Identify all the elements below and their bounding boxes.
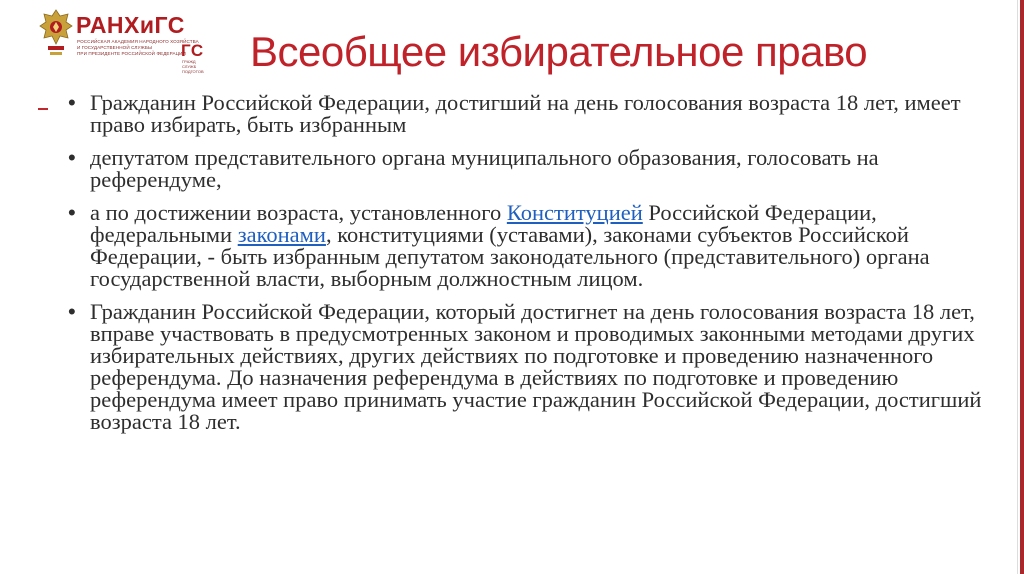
accent-line — [38, 108, 48, 110]
right-rail-accent — [1020, 0, 1024, 574]
bullet-text: депутатом представительного органа муниципального образования, голосовать на референдуме, — [90, 145, 879, 192]
bullet-icon: • — [68, 200, 76, 225]
bullet-text-part: а по достижении возраста, установленного — [90, 200, 507, 225]
logo-brand-text: РАНХиГС — [76, 12, 185, 38]
eagle-emblem-icon — [38, 8, 74, 60]
bullet-icon: • — [68, 299, 76, 324]
bullet-text-part: , конституциями (уставами), законами субъектов Российской Федерации, - быть избранным депутатом законодательного (представительного) органа государственной власти, выборным должностным лицом. — [90, 222, 930, 291]
bullet-text: Гражданин Российской Федерации, достигший на день голосования возраста 18 лет, имеет право избирать, быть избранным — [90, 90, 961, 137]
bullet-text — [90, 202, 988, 290]
bullet-icon: • — [68, 90, 76, 115]
logo-secondary-line: ГРАЖД — [182, 59, 196, 64]
bullet-icon: • — [68, 145, 76, 170]
constitution-link[interactable]: Конституцией — [506, 200, 643, 225]
bullet-text: Гражданин Российской Федерации, который достигнет на день голосования возраста 18 лет, вправе участвовать в предусмотренных законом и проводимых законными методами других избирательных действиях, других действиях по подготовке и проведению назначенного референдума. До назначения референдума в действиях по подготовке и проведению референдума имеет право принимать участие гражданин Российской Федерации, достигший возраста 18 лет. — [90, 299, 982, 434]
right-rail-divider — [1017, 0, 1018, 574]
logo-secondary-line: СЛУЖБ — [182, 64, 197, 69]
list-item — [68, 92, 988, 136]
list-item — [68, 202, 988, 290]
bullet-list — [68, 92, 988, 433]
slide-title: Всеобщее избирательное право — [250, 28, 868, 75]
logo-secondary-line: ПОДГОТОВ — [182, 69, 204, 74]
laws-link[interactable]: законами — [237, 222, 326, 247]
list-item — [68, 301, 988, 433]
logo-secondary-mark: ГС — [181, 41, 204, 60]
bullet-text-part: Российской Федерации, федеральными — [90, 200, 877, 247]
logo-subline: РОССИЙСКАЯ АКАДЕМИЯ НАРОДНОГО ХОЗЯЙСТВА — [77, 39, 199, 44]
logo-subline: И ГОСУДАРСТВЕННОЙ СЛУЖБЫ — [77, 45, 153, 50]
slide-body — [68, 92, 988, 444]
logo-subline: ПРИ ПРЕЗИДЕНТЕ РОССИЙСКОЙ ФЕДЕРАЦИИ — [77, 51, 186, 56]
list-item — [68, 147, 988, 191]
